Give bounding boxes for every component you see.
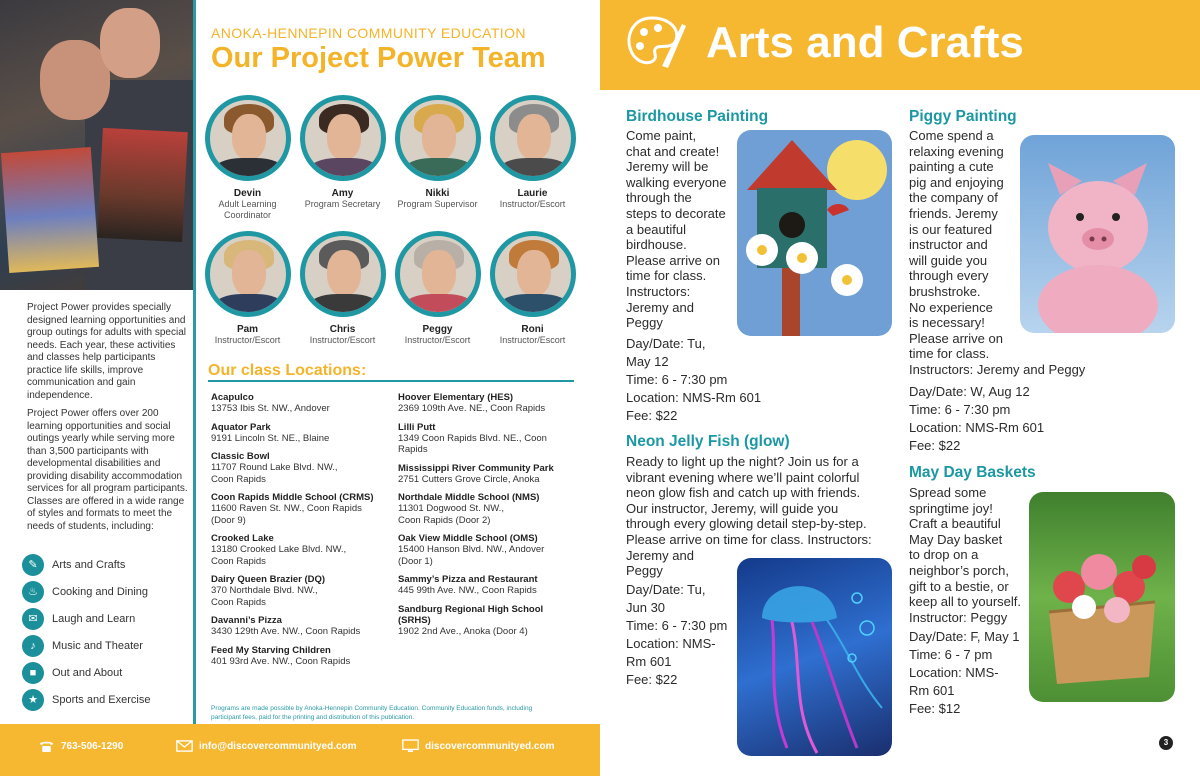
location-address: 15400 Hanson Blvd. NW., Andover (Door 1) — [398, 544, 545, 567]
page-title: Our Project Power Team — [211, 42, 546, 74]
desc-line: the company of — [909, 190, 998, 206]
desc-line: May Day basket — [909, 531, 1003, 547]
desc-line: is our featured — [909, 221, 993, 237]
class-description-mayday — [909, 485, 1034, 625]
class-title-birdhouse: Birdhouse Painting — [626, 108, 769, 125]
team-member-photo — [490, 231, 576, 317]
locations-column-2 — [398, 392, 588, 644]
desc-line: painting a cute — [909, 159, 994, 175]
intro-text — [27, 302, 190, 539]
desc-line: chat and create! — [626, 143, 720, 159]
desc-line: Please arrive on time for class. Instructors: — [626, 531, 872, 547]
desc-line: Peggy — [626, 563, 663, 579]
desc-line: Our instructor, Jeremy, will guide you — [626, 500, 839, 516]
location-name: Lilli Putt — [398, 421, 436, 433]
location-item — [211, 533, 401, 567]
location-item — [398, 422, 588, 456]
location-address: 2369 109th Ave. NE., Coon Rapids — [398, 403, 546, 414]
chef-hat-icon: ♨ — [22, 581, 44, 603]
category-label: Arts and Crafts — [52, 558, 126, 571]
desc-line: Craft a beautiful — [909, 516, 1001, 532]
team-member-name: Peggy — [422, 324, 453, 335]
location-item — [211, 422, 401, 445]
category-label: Cooking and Dining — [52, 585, 149, 598]
team-member-role: Instructor/Escort — [214, 335, 281, 345]
desc-line: Come paint, — [626, 128, 697, 143]
class-time: Time: 6 - 7:30 pm — [626, 618, 728, 633]
class-location: Location: NMS-Rm 601 — [626, 390, 762, 405]
location-name: Sammy’s Pizza and Restaurant — [398, 574, 538, 585]
class-time: Time: 6 - 7 pm — [909, 647, 993, 662]
location-item — [211, 574, 401, 608]
footer-phone[interactable] — [38, 739, 123, 753]
desc-line: Please arrive on — [909, 330, 1003, 346]
team-member-role: Program Supervisor — [397, 199, 478, 209]
location-item — [211, 615, 401, 638]
class-day-date: Day/Date: Tu, — [626, 582, 706, 597]
location-address: 401 93rd Ave. NW., Coon Rapids — [211, 655, 351, 667]
vertical-divider — [193, 0, 196, 724]
desc-line: Instructor: Peggy — [909, 609, 1008, 625]
desc-line: time for class. — [626, 268, 707, 284]
team-member-name: Roni — [521, 324, 544, 335]
category-music-and-theater[interactable] — [22, 632, 192, 659]
team-member-card — [295, 231, 390, 346]
team-member-role: Instructor/Escort — [499, 335, 566, 345]
class-location-2: Rm 601 — [909, 683, 955, 698]
location-address: 13180 Crooked Lake Blvd. NW., Coon Rapids — [211, 544, 347, 567]
team-member-photo — [395, 95, 481, 181]
location-address: 11301 Dogwood St. NW., Coon Rapids (Door 2) — [398, 503, 504, 526]
desc-line: vibrant evening where we’ll paint colorful — [626, 469, 860, 485]
class-location: Location: NMS- — [909, 665, 999, 680]
footer-email-text: info@discovercommunityed.com — [199, 740, 357, 752]
team-member-role: Adult Learning Coordinator — [218, 199, 277, 220]
monitor-icon — [402, 739, 419, 753]
location-item — [211, 645, 401, 668]
envelope-icon — [176, 739, 193, 753]
fine-print: Programs are made possible by Anoka-Hennepin Community Education. Community Education funds, including participant fees, paid for the printing and distribution of this publication. — [211, 705, 533, 721]
location-address: 1902 2nd Ave., Anoka (Door 4) — [398, 625, 528, 637]
team-member-photo — [205, 95, 291, 181]
location-address: 13753 Ibis St. NW., Andover — [211, 403, 330, 414]
desc-line: walking everyone — [626, 174, 727, 190]
page-kicker: ANOKA-HENNEPIN COMMUNITY EDUCATION — [211, 25, 526, 41]
class-fee: Fee: $22 — [909, 438, 961, 453]
birdhouse-painting-image — [737, 130, 892, 336]
desc-line: Peggy — [626, 315, 663, 331]
location-address: 9191 Lincoln St. NE., Blaine — [211, 432, 330, 444]
desc-line: No experience — [909, 299, 993, 315]
location-name: Coon Rapids Middle School (CRMS) — [211, 492, 374, 503]
location-name: Davanni’s Pizza — [211, 615, 282, 626]
team-member-role: Program Secretary — [304, 199, 381, 209]
location-name: Crooked Lake — [211, 533, 274, 544]
team-member-card — [200, 231, 295, 346]
desc-line: Instructors: Jeremy and Peggy — [909, 361, 1086, 377]
palette-icon: ✎ — [22, 554, 44, 576]
desc-line: relaxing evening — [909, 143, 1004, 159]
category-arts-and-crafts[interactable] — [22, 551, 192, 578]
palette-icon — [622, 10, 688, 76]
intro-paragraph-2: Project Power offers over 200 learning opportunities and social outings yearly while serving more than 3,500 participants with developmental disabilities and providing disability accommodation services for all program participants. Classes are offered in a wide range of styles and formats to meet the needs of students, including: — [27, 408, 188, 532]
locations-divider — [208, 380, 574, 382]
intro-paragraph-1: Project Power provides specially designed learning opportunities and group outings for adults with special needs. Each year, these activities and classes help participants practice life skills, improve communication and gain independence. — [27, 302, 186, 401]
location-name: Feed My Starving Children — [211, 644, 331, 656]
desc-line: through the — [626, 190, 692, 206]
footer-website-text: discovercommunityed.com — [425, 740, 555, 752]
category-label: Music and Theater — [52, 639, 143, 652]
footer-email[interactable] — [176, 739, 357, 753]
desc-line: Jeremy and — [626, 547, 694, 563]
desc-line: keep all to yourself. — [909, 594, 1022, 610]
location-address: 11600 Raven St. NW., Coon Rapids (Door 9) — [211, 503, 362, 526]
desc-line: a beautiful — [626, 221, 686, 237]
desc-line: friends. Jeremy — [909, 205, 998, 221]
location-name: Hoover Elementary (HES) — [398, 392, 514, 403]
location-name: Mississippi River Community Park — [398, 462, 554, 474]
location-item — [211, 392, 401, 415]
category-sports-and-exercise[interactable] — [22, 686, 192, 713]
location-address: 370 Northdale Blvd. NW., Coon Rapids — [211, 585, 318, 608]
category-laugh-and-learn[interactable] — [22, 605, 192, 632]
location-address: 3430 129th Ave. NW., Coon Rapids — [211, 626, 361, 637]
location-name: Classic Bowl — [211, 451, 270, 462]
category-out-and-about[interactable] — [22, 659, 192, 686]
desc-line: Jeremy will be — [626, 159, 709, 175]
team-member-photo — [205, 231, 291, 317]
class-description-birdhouse — [626, 128, 736, 331]
team-member-name: Nikki — [425, 188, 450, 199]
runner-icon: ★ — [22, 689, 44, 711]
desc-line: neighbor’s porch, — [909, 562, 1009, 578]
location-item — [398, 492, 588, 526]
desc-line: birdhouse. — [626, 237, 687, 253]
desc-line: Come spend a — [909, 128, 994, 143]
class-day-date: Day/Date: Tu, — [626, 336, 706, 351]
class-details-piggy — [909, 383, 1109, 455]
team-member-photo — [300, 231, 386, 317]
team-member-photo — [395, 231, 481, 317]
location-name: Dairy Queen Brazier (DQ) — [211, 574, 326, 585]
jellyfish-painting-image — [737, 558, 892, 756]
desc-line: through every glowing detail step-by-step. — [626, 516, 867, 532]
mayday-basket-image — [1029, 492, 1175, 702]
class-day-date-2: May 12 — [626, 354, 669, 369]
contact-footer — [0, 724, 600, 776]
class-time: Time: 6 - 7:30 pm — [909, 402, 1011, 417]
team-member-role: Instructor/Escort — [499, 199, 566, 209]
location-item — [211, 492, 401, 526]
footer-phone-text: 763-506-1290 — [61, 740, 124, 752]
category-label: Laugh and Learn — [52, 612, 136, 625]
class-title-piggy: Piggy Painting — [909, 108, 1017, 125]
team-member-card — [485, 95, 580, 210]
class-details-mayday — [909, 628, 1021, 718]
class-title-mayday: May Day Baskets — [909, 464, 1036, 481]
desc-line: will guide you — [909, 252, 988, 268]
page-number: 3 — [1159, 736, 1173, 750]
desc-line: is necessary! — [909, 315, 985, 331]
class-time: Time: 6 - 7:30 pm — [626, 372, 728, 387]
class-day-date: Day/Date: W, Aug 12 — [909, 384, 1030, 399]
class-day-date-2: Jun 30 — [626, 600, 666, 615]
desc-line: through every — [909, 268, 989, 284]
desc-line: Jeremy and — [626, 299, 694, 315]
desc-line: pig and enjoying — [909, 174, 1004, 190]
team-photo — [0, 0, 193, 290]
team-member-role: Instructor/Escort — [404, 335, 471, 345]
team-member-card — [200, 95, 295, 221]
location-address: 445 99th Ave. NW., Coon Rapids — [398, 585, 537, 596]
team-member-card — [390, 95, 485, 210]
category-list — [22, 551, 192, 713]
desc-line: time for class. — [909, 346, 990, 362]
location-name: Acapulco — [211, 392, 254, 403]
team-member-name: Chris — [329, 324, 356, 335]
location-address: 2751 Cutters Grove Circle, Anoka — [398, 473, 540, 485]
team-member-card — [485, 231, 580, 346]
team-member-name: Amy — [331, 188, 354, 199]
locations-title: Our class Locations: — [208, 362, 367, 379]
location-address: 1349 Coon Rapids Blvd. NE., Coon Rapids — [398, 432, 547, 455]
class-day-date: Day/Date: F, May 1 — [909, 629, 1020, 644]
location-item — [398, 604, 588, 638]
category-label: Out and About — [52, 666, 123, 679]
team-member-photo — [490, 95, 576, 181]
location-item — [211, 451, 401, 485]
book-icon: ✉ — [22, 608, 44, 630]
team-member-photo — [300, 95, 386, 181]
team-member-card — [390, 231, 485, 346]
location-name: Sandburg Regional High School (SRHS) — [398, 603, 544, 626]
class-location: Location: NMS-Rm 601 — [909, 420, 1045, 435]
team-member-name: Laurie — [517, 188, 548, 199]
desc-line: springtime joy! — [909, 500, 993, 516]
location-item — [398, 392, 588, 415]
desc-line: Spread some — [909, 485, 987, 500]
phone-icon — [38, 739, 55, 753]
location-name: Aquator Park — [211, 421, 271, 433]
team-member-name: Devin — [233, 188, 262, 199]
class-details-jellyfish — [626, 581, 736, 689]
desc-line: Instructors: — [626, 283, 691, 299]
desc-line: Ready to light up the night? Join us for a — [626, 454, 859, 469]
team-member-name: Pam — [236, 324, 259, 335]
desc-line: instructor and — [909, 237, 988, 253]
class-fee: Fee: $12 — [909, 701, 961, 716]
location-name: Oak View Middle School (OMS) — [398, 533, 538, 544]
location-address: 11707 Round Lake Blvd. NW., Coon Rapids — [211, 462, 338, 485]
location-item — [398, 463, 588, 486]
class-location: Location: NMS- — [626, 636, 716, 651]
desc-line: to drop on a — [909, 547, 979, 563]
location-item — [398, 574, 588, 597]
section-title: Arts and Crafts — [706, 18, 1024, 67]
class-details-birdhouse — [626, 335, 762, 425]
category-label: Sports and Exercise — [52, 693, 151, 706]
class-fee: Fee: $22 — [626, 408, 678, 423]
desc-line: brushstroke. — [909, 283, 981, 299]
desc-line: steps to decorate — [626, 205, 726, 221]
desc-line: gift to a bestie, or — [909, 578, 1009, 594]
class-location-2: Rm 601 — [626, 654, 672, 669]
team-member-role: Instructor/Escort — [309, 335, 376, 345]
locations-column-1 — [211, 392, 401, 674]
class-title-jellyfish: Neon Jelly Fish (glow) — [626, 433, 790, 450]
piggy-painting-image — [1020, 135, 1175, 333]
location-item — [398, 533, 588, 567]
location-name: Northdale Middle School (NMS) — [398, 492, 540, 503]
class-fee: Fee: $22 — [626, 672, 678, 687]
music-note-icon: ♪ — [22, 635, 44, 657]
bus-icon: ■ — [22, 662, 44, 684]
team-member-card — [295, 95, 390, 210]
desc-line: neon glow fish and catch up with friends. — [626, 485, 861, 501]
category-cooking-and-dining[interactable] — [22, 578, 192, 605]
footer-website[interactable] — [402, 739, 554, 753]
desc-line: Please arrive on — [626, 252, 720, 268]
